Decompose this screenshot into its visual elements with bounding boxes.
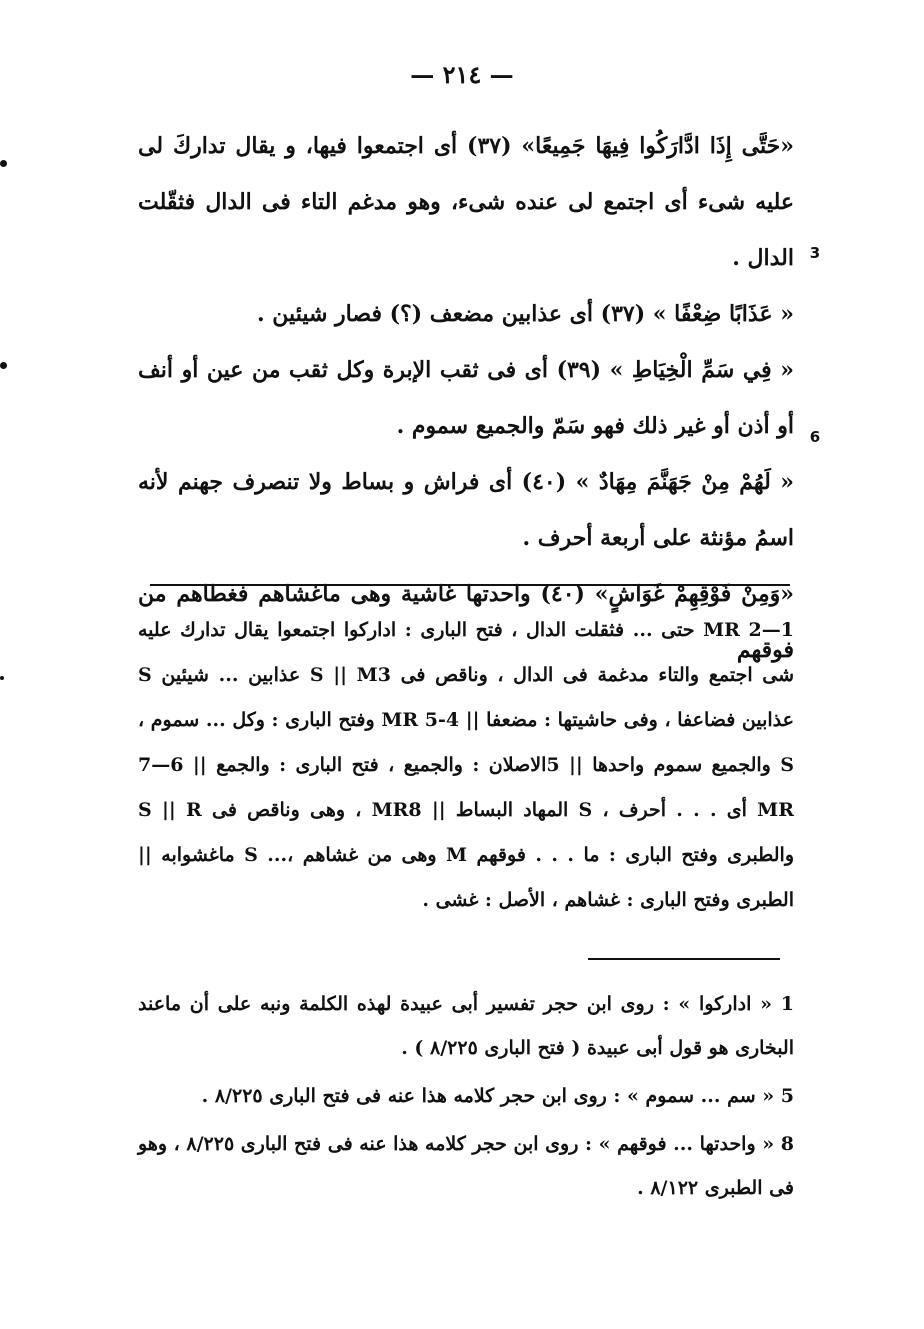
critical-apparatus: 1—2 MR حتى ... فثقلت الدال ، فتح البارى : اداركوا اجتمعوا يقال تدارك عليه شى اجتمع والتاء مدغمة فى الدال ، وناقص فى S || M3 عذابين ... شيئين S عذابين فضاعفا ، وفى حاشيتها : مضعفا || 4-5 MR وفتح البارى : وكل ... سموم ، S والجميع سموم واحدها || 5الاصلان : والجميع ، فتح البارى : والجمع || 6—7 MR أى . . . أحرف ، S المهاد البساط || MR8 ، وهى وناقص فى S || R والطبرى وفتح البارى : ما . . . فوقهم M وهى من غشاهم ،... S ماغشوابه || الطبرى وفتح البارى : غشاهم ، الأصل : غشى .	[138, 619, 795, 911]
margin-mark	[0, 362, 7, 369]
footnotes	[138, 982, 794, 1214]
entry-adhaban-difan: « عَذَابًا ضِعْفًا » (٣٧) أى عذابين مضعف (؟) فصار شيئين .	[256, 301, 794, 327]
line-number-6: 6	[809, 428, 821, 446]
margin-mark	[0, 676, 4, 680]
entry-samm-al-khiyat: « فِي سَمِّ الْخِيَاطِ » (٣٩) أى فى ثقب الإبرة وكل ثقب من عين أو أنف أو أذن أو غير ذلك فهو سَمّ والجميع سموم .	[138, 357, 795, 439]
entry-iddarakuu: «حَتَّى إِذَا ادَّارَكُوا فِيهَا جَمِيعًا» (٣٧) أى اجتمعوا فيها، و يقال تداركَ لى عليه شىء أى اجتمع لى عنده شىء، وهو مدغم التاء فى الدال فثقّلت الدال .	[138, 133, 794, 271]
notes-divider	[588, 958, 780, 960]
apparatus-divider	[150, 584, 790, 586]
footnote-5: 5 « سم ... سموم » : روى ابن حجر كلامه هذا عنه فى فتح البارى ٨/٢٢٥ .	[201, 1085, 794, 1107]
entry-mihad: « لَهُمْ مِنْ جَهَنَّمَ مِهَادٌ » (٤٠) أى فراش و بساط ولا تنصرف جهنم لأنه اسمُ مؤنثة على أربعة أحرف .	[138, 469, 795, 551]
footnote-8: 8 « واحدتها ... فوقهم » : روى ابن حجر كلامه هذا عنه فى فتح البارى ٨/٢٢٥ ، وهو فى الطبرى ٨/١٢٢ .	[138, 1133, 794, 1199]
margin-mark	[0, 160, 7, 167]
page-number: — ٢١٤ —	[410, 60, 514, 89]
line-number-3: 3	[809, 244, 821, 262]
footnote-1: 1 « اداركوا » : روى ابن حجر تفسير أبى عبيدة لهذه الكلمة ونبه على أن ماعند البخارى هو قول أبى عبيدة ( فتح البارى ٨/٢٢٥ ) .	[138, 993, 794, 1059]
entry-ghawash: «وَمِنْ فَوْقِهِمْ غَوَاشٍ» (٤٠) واحدتها غاشية وهى ماغشاهم فغطاهم من فوقهم	[138, 581, 794, 663]
main-text	[138, 118, 794, 678]
